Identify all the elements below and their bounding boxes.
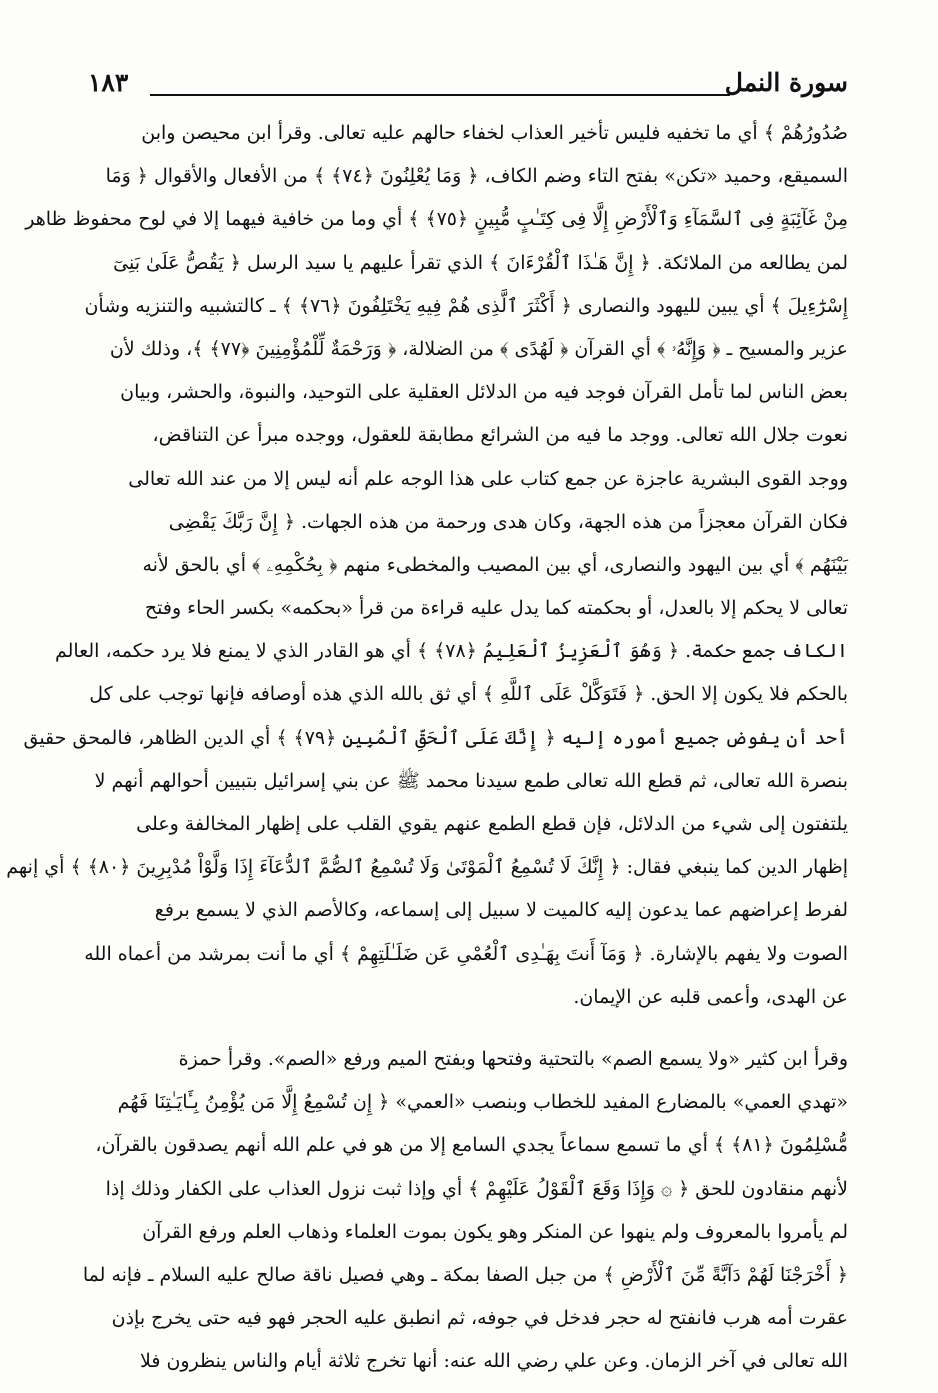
text-line: لأنهم منقادون للحق ﴿ ۞ وَإِذَا وَقَعَ ٱلْقَوْلُ عَلَيْهِمْ ﴾ أي وإذا ثبت نزول العذاب على الكفار وذلك إذا: [105, 1177, 848, 1200]
text-line: عن الهدى، وأعمى قلبه عن الإيمان.: [573, 985, 848, 1008]
text-line: لم يأمروا بالمعروف ولم ينهوا عن المنكر وهو يكون بموت العلماء وذهاب العلم ورفع القرآن: [142, 1220, 848, 1243]
text-line: نعوت جلال الله تعالى. ووجد ما فيه من الشرائع مطابقة للعقول، ووجده مبرأ عن التناقض،: [152, 424, 848, 447]
text-line: مُّسْلِمُونَ ﴿٨١﴾ ﴾ أي ما تسمع سماعاً يجدي السامع إلا من هو في علم الله أنهم يصدقون بالقرآن،: [95, 1134, 848, 1157]
page-number: ١٨٣: [88, 68, 129, 97]
page-body: [6, 112, 848, 1383]
text-line: ووجد القوى البشرية عاجزة عن جمع كتاب على هذا الوجه علم أنه ليس إلا من عند الله تعالى: [128, 467, 848, 490]
text-line: إِسْرَٰٓءِيلَ ﴾ أي يبين لليهود والنصارى ﴿ أَكْثَرَ ٱلَّذِى هُمْ فِيهِ يَخْتَلِفُونَ ﴿٧٦﴾ ﴾ ـ كالتشبيه والتنزيه وشأن: [84, 294, 848, 317]
text-line: لمن يطالعه من الملائكة. ﴿ إِنَّ هَـٰذَا ٱلْقُرْءَانَ ﴾ الذي تقرأ عليهم يا سيد الرسل ﴿ يَقُصُّ عَلَىٰ بَنِىٓ: [113, 251, 848, 274]
paragraph-1: [6, 112, 848, 1019]
text-line: لفرط إعراضهم عما يدعون إليه كالميت لا سبيل إلى إسماعه، وكالأصم الذي لا يسمع برفع: [154, 899, 848, 922]
page-header: [88, 58, 848, 102]
text-line: تعالى لا يحكم إلا بالعدل، أو بحكمته كما يدل عليه قراءة من قرأ «بحكمه» بكسر الحاء وفتح: [144, 597, 848, 620]
text-line: السميقع، وحميد «تكن» بفتح التاء وضم الكاف، ﴿ وَمَا يُعْلِنُونَ ﴿٧٤﴾ ﴾ من الأفعال والأقوال ﴿ وَمَا: [105, 165, 848, 188]
text-line: الكاف جمع حكمة. ﴿ وَهُوَ ٱلْعَزِيزُ ٱلْعَلِيمُ ﴿٧٨﴾ ﴾ أي هو القادر الذي لا يمنع فلا يرد حكمه، العالم: [54, 640, 848, 663]
text-line: يلتفتون إلى شيء من الدلائل، فإن قطع الطمع عنهم يقوي القلب على إظهار المخالفة وعلى: [136, 813, 848, 835]
text-line: إظهار الدين كما ينبغي فقال: ﴿ إِنَّكَ لَا تُسْمِعُ ٱلْمَوْتَىٰ وَلَا تُسْمِعُ ٱلصُّمَّ ٱلدُّعَآءَ إِذَا وَلَّوْاْ مُدْبِرِينَ ﴿٨٠﴾ ﴾ أي إنهم: [6, 856, 848, 879]
surah-title: سورة النمل: [724, 68, 848, 97]
text-line: ﴿ أَخْرَجْنَا لَهُمْ دَآبَّةً مِّنَ ٱلْأَرْضِ ﴾ من جبل الصفا بمكة ـ وهي فصيل ناقة صالح عليه السلام ـ فإنه لما: [82, 1263, 848, 1286]
text-line: عزير والمسيح ـ ﴿ وَإِنَّهُۥ ﴾ أي القرآن ﴿ لَهُدًى ﴾ من الضلالة، ﴿ وَرَحْمَةٌ لِّلْمُؤْمِنِينَ ﴿٧٧﴾ ﴾، وذلك لأن: [109, 337, 848, 360]
text-line: بنصرة الله تعالى، ثم قطع الله تعالى طمع سيدنا محمد ﷺ عن بني إسرائيل بتبيين أحوالهم أنهم لا: [94, 769, 848, 792]
text-line: الله تعالى في آخر الزمان. وعن علي رضي الله عنه: أنها تخرج ثلاثة أيام والناس ينظرون فلا: [139, 1350, 848, 1373]
text-line: أحد أن يفوض جميع أموره إليه ﴿ إِنَّكَ عَلَى ٱلْحَقِّ ٱلْمُبِينِ ﴿٧٩﴾ ﴾ أي الدين الظاهر، فالمحق حقيق: [23, 726, 848, 749]
text-line: «تهدي العمي» بالمضارع المفيد للخطاب وبنصب «العمي» ﴿ إِن تُسْمِعُ إِلَّا مَن يُؤْمِنُ بِـَٔايَـٰتِنَا فَهُم: [117, 1091, 848, 1114]
text-line: بعض الناس لما تأمل القرآن فوجد فيه من الدلائل العقلية على التوحيد، والنبوة، والحشر، وبيان: [120, 381, 848, 404]
text-line: عقرت أمه هرب فانفتح له حجر فدخل في جوفه، ثم انطبق عليه الحجر فهو فيه حتى يخرج بإذن: [111, 1307, 848, 1330]
text-line: بالحكم فلا يكون إلا الحق. ﴿ فَتَوَكَّلْ عَلَى ٱللَّهِ ﴾ أي ثق بالله الذي هذه أوصافه فإنها توجب على كل: [89, 683, 848, 706]
text-line: صُدُورُهُمْ ﴾ أي ما تخفيه فليس تأخير العذاب لخفاء حالهم عليه تعالى. وقرأ ابن محيصن وابن: [141, 122, 848, 144]
paragraph-2: [82, 1038, 848, 1384]
text-line: فكان القرآن معجزاً من هذه الجهة، وكان هدى ورحمة من هذه الجهات. ﴿ إِنَّ رَبَّكَ يَقْضِى: [168, 510, 848, 533]
text-line: الصوت ولا يفهم بالإشارة. ﴿ وَمَآ أَنتَ بِهَـٰدِى ٱلْعُمْىِ عَن ضَلَـٰلَتِهِمْ ﴾ أي ما أنت بمرشد من أعماه الله: [84, 942, 848, 965]
text-line: وقرأ ابن كثير «ولا يسمع الصم» بالتحتية وفتحها وبفتح الميم ورفع «الصم». وقرأ حمزة: [178, 1047, 848, 1070]
text-line: مِنْ غَآئِبَةٍ فِى ٱلسَّمَآءِ وَٱلْأَرْضِ إِلَّا فِى كِتَـٰبٍ مُّبِينٍ ﴿٧٥﴾ ﴾ أي وما من خافية فيهما إلا في لوح محفوظ ظاهر: [25, 208, 848, 231]
text-line: بَيْنَهُم ﴾ أي بين اليهود والنصارى، أي بين المصيب والمخطىء منهم ﴿ بِحُكْمِهِۦ ﴾ أي بالحق لأنه: [142, 553, 848, 576]
header-rule: [150, 94, 730, 96]
